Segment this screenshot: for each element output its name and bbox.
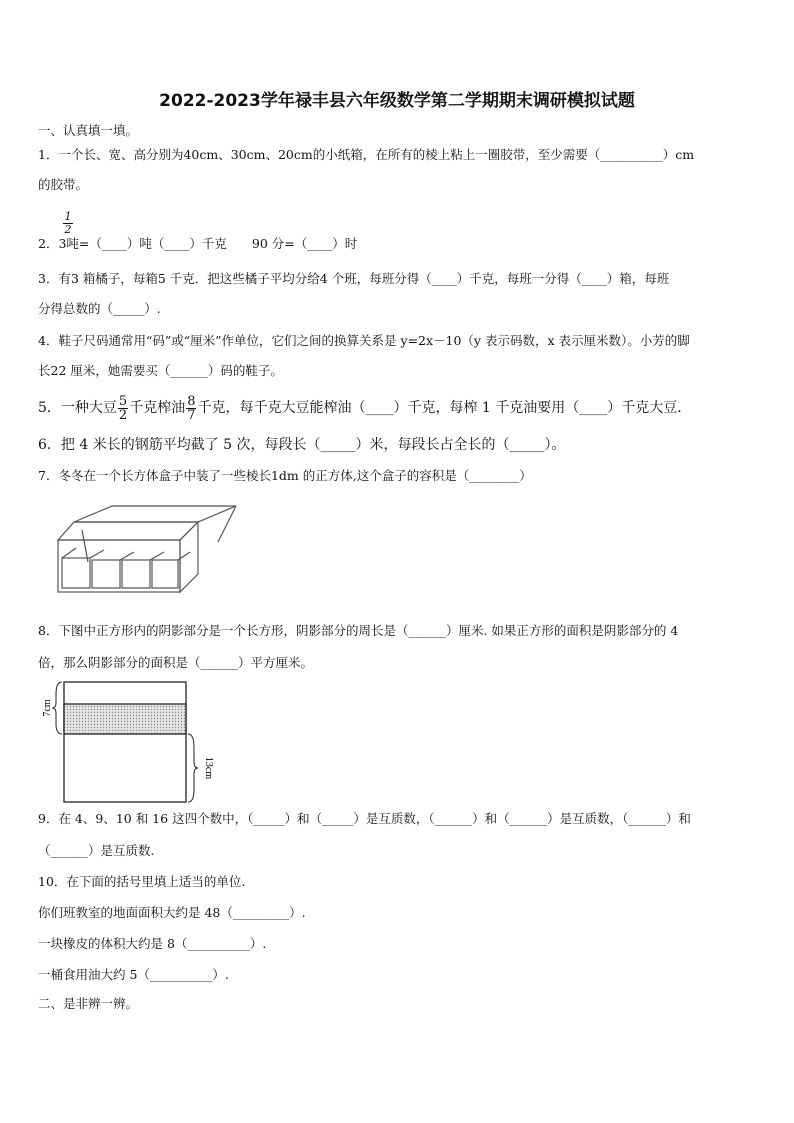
- question-5-fraction-2-num: 8: [187, 393, 196, 409]
- brace-7cm: [52, 682, 62, 734]
- question-5-fraction-2: [186, 395, 196, 422]
- question-2-number: 2．: [38, 236, 59, 251]
- question-2-text: 吨=（____）吨（____）千克 90 分=（____）时: [66, 236, 358, 251]
- question-2: [38, 236, 357, 252]
- question-5-fraction-1-num: 5: [118, 393, 128, 409]
- question-3-line-2: 分得总数的（_____）.: [38, 301, 161, 316]
- question-5-fraction-2-den: 7: [187, 407, 196, 423]
- question-5-fraction-1: [118, 395, 128, 422]
- question-4-line-2: 长22 厘米，她需要买（______）码的鞋子。: [38, 363, 283, 378]
- question-10-a: 你们班教室的地面面积大约是 48（_________）.: [38, 905, 306, 920]
- question-5-part-2: 千克榨油: [129, 400, 186, 416]
- question-5: [38, 393, 682, 423]
- question-9-line-2: （______）是互质数.: [38, 843, 155, 858]
- question-10-b: 一块橡皮的体积大约是 8（__________）.: [38, 936, 267, 951]
- question-5-part-1: 5．一种大豆: [38, 400, 117, 416]
- question-10-intro: 10．在下面的括号里填上适当的单位.: [38, 874, 246, 889]
- box-figure: [52, 502, 238, 598]
- section-1-heading: 一、认真填一填。: [38, 123, 139, 138]
- outer-square: [64, 682, 186, 802]
- question-2-fraction: [63, 211, 73, 236]
- question-4-line-1: 4．鞋子尺码通常用“码”或“厘米”作单位，它们之间的换算关系是 y=2x－10（y 表示码数，x 表示厘米数）。小芳的脚: [38, 333, 690, 348]
- question-5-part-3: 千克，每千克大豆能榨油（____）千克，每榨 1 千克油要用（____）千克大豆.: [197, 400, 682, 416]
- question-3-line-1: 3．有3 箱橘子，每箱5 千克．把这些橘子平均分给4 个班，每班分得（____）千克，每班一分得（____）箱，每班: [38, 271, 670, 286]
- question-2-fraction-num: 1: [64, 210, 72, 223]
- question-2-fraction-den: 2: [64, 223, 72, 236]
- label-13cm: 13cm: [203, 756, 214, 780]
- label-7cm: 7cm: [42, 699, 53, 717]
- brace-13cm: [188, 734, 198, 802]
- question-2-whole: 3: [58, 236, 67, 251]
- question-8-line-2: 倍，那么阴影部分的面积是（______）平方厘米。: [38, 655, 314, 670]
- question-6: 6．把 4 米长的钢筋平均截了 5 次，每段长（_____）米，每段长占全长的（_____）。: [38, 437, 566, 453]
- question-1-line-1: 1．一个长、宽、高分别为40cm、30cm、20cm的小纸箱，在所有的棱上粘上一圈胶带，至少需要（__________）cm: [38, 147, 695, 162]
- page-title: 2022-2023学年禄丰县六年级数学第二学期期末调研模拟试题: [159, 91, 635, 111]
- question-10-c: 一桶食用油大约 5（__________）.: [38, 967, 229, 982]
- question-5-fraction-1-den: 2: [118, 407, 128, 423]
- question-1-line-2: 的胶带。: [38, 177, 89, 192]
- question-7: 7．冬冬在一个长方体盒子中装了一些棱长1dm 的正方体,这个盒子的容积是（________）: [38, 468, 532, 483]
- question-9-line-1: 9．在 4、9、10 和 16 这四个数中，（_____）和（_____）是互质数，（______）和（______）是互质数，（______）和: [38, 811, 691, 826]
- shaded-rectangle: [64, 704, 186, 734]
- square-figure: [36, 678, 212, 806]
- question-8-line-1: 8．下图中正方形内的阴影部分是一个长方形，阴影部分的周长是（______）厘米. 如果正方形的面积是阴影部分的 4: [38, 623, 679, 638]
- section-2-heading: 二、是非辨一辨。: [38, 996, 139, 1011]
